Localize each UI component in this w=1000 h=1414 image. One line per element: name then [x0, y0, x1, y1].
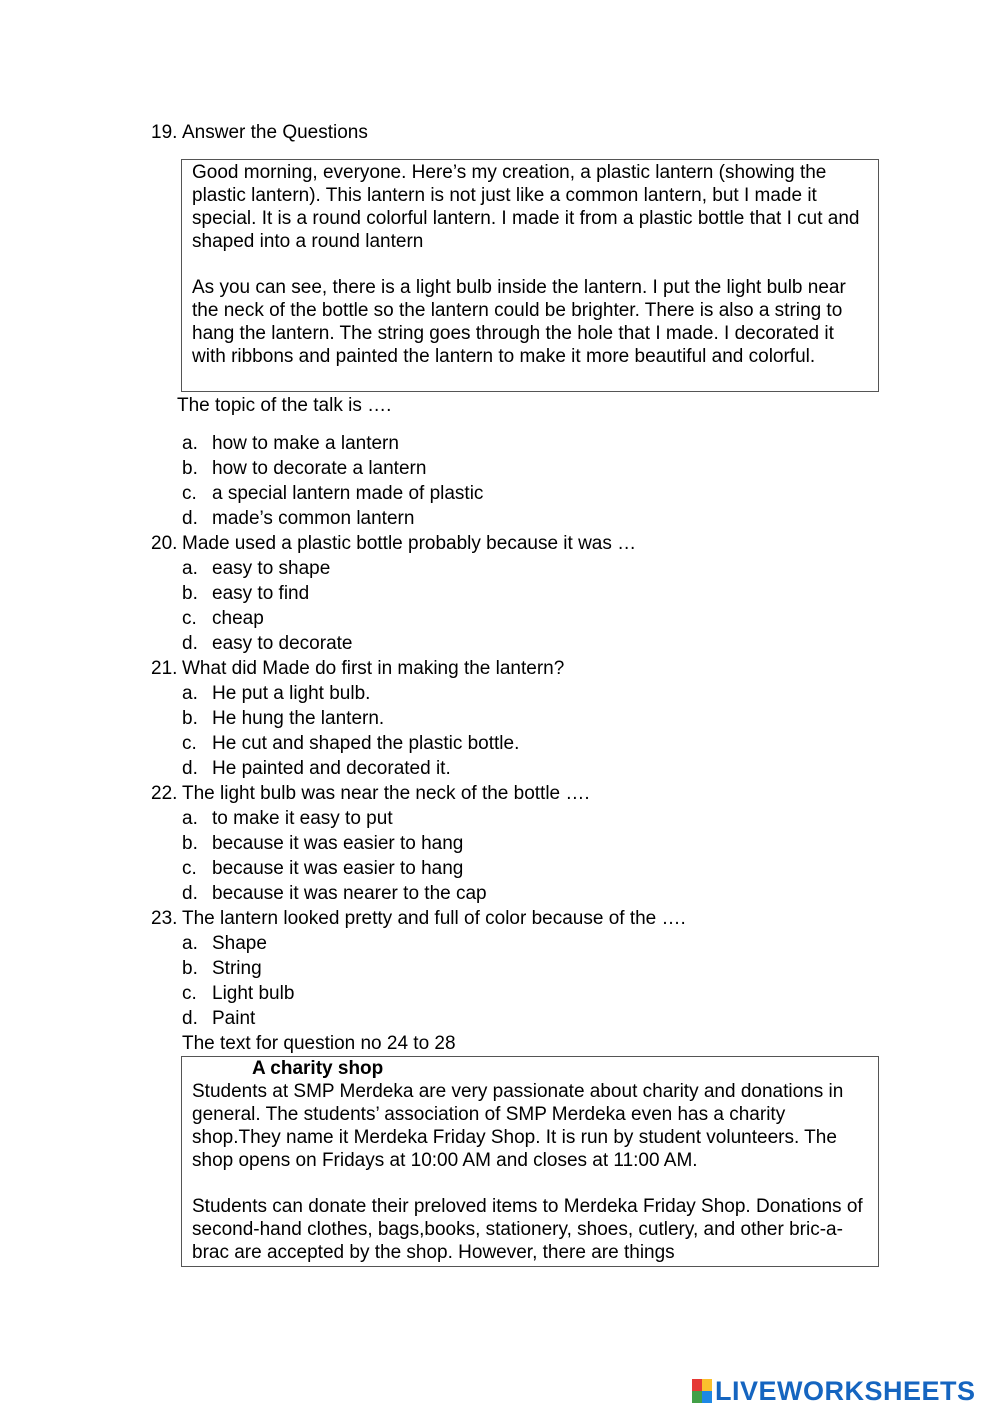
question-21-text: What did Made do first in making the lantern? — [182, 658, 565, 679]
question-23-text: The lantern looked pretty and full of color because of the …. — [182, 908, 686, 929]
question-number-22: 22. — [151, 783, 178, 804]
q23-option-a[interactable]: a. Shape — [182, 933, 267, 954]
q21-option-c[interactable]: c. He cut and shaped the plastic bottle. — [182, 733, 520, 754]
question-19-prompt: The topic of the talk is …. — [177, 395, 392, 416]
q21-option-b[interactable]: b. He hung the lantern. — [182, 708, 385, 729]
charity-shop-title: A charity shop — [252, 1058, 384, 1079]
q19-option-a[interactable]: a. how to make a lantern — [182, 433, 399, 454]
question-number-20: 20. — [151, 533, 178, 554]
logo-text: LIVEWORKSHEETS — [715, 1375, 976, 1406]
charity-shop-passage-box — [181, 1056, 879, 1267]
liveworksheets-logo-icon — [692, 1379, 712, 1403]
question-20-text: Made used a plastic bottle probably because it was … — [182, 533, 637, 554]
q21-option-d[interactable]: d. He painted and decorated it. — [182, 758, 451, 779]
question-number-19: 19. — [151, 122, 178, 143]
q23-option-d[interactable]: d. Paint — [182, 1008, 256, 1029]
q22-option-d[interactable]: d. because it was nearer to the cap — [182, 883, 487, 904]
q22-option-b[interactable]: b. because it was easier to hang — [182, 833, 464, 854]
q20-option-b[interactable]: b. easy to find — [182, 583, 310, 604]
q20-option-c[interactable]: c. cheap — [182, 608, 264, 629]
q20-option-a[interactable]: a. easy to shape — [182, 558, 331, 579]
q23-option-b[interactable]: b. String — [182, 958, 262, 979]
question-number-21: 21. — [151, 658, 178, 679]
q20-option-d[interactable]: d. easy to decorate — [182, 633, 353, 654]
question-22-text: The light bulb was near the neck of the bottle …. — [182, 783, 590, 804]
charity-paragraph-2: Students can donate their preloved items to Merdeka Friday Shop. Donations of second-hand clothes, bags,books, stationery, shoes, cutlery, and other bric-a-brac are accepted by the shop. However, there are things — [192, 1196, 863, 1263]
q19-option-c[interactable]: c. a special lantern made of plastic — [182, 483, 484, 504]
q21-option-a[interactable]: a. He put a light bulb. — [182, 683, 371, 704]
question-19-text: Answer the Questions — [182, 122, 368, 143]
question-number-23: 23. — [151, 908, 178, 929]
text-intro: The text for question no 24 to 28 — [182, 1033, 456, 1054]
lantern-passage-box — [181, 159, 879, 392]
q19-option-b[interactable]: b. how to decorate a lantern — [182, 458, 427, 479]
liveworksheets-logo — [692, 1376, 976, 1406]
q23-option-c[interactable]: c. Light bulb — [182, 983, 295, 1004]
passage-paragraph-2: As you can see, there is a light bulb inside the lantern. I put the light bulb near the neck of the bottle so the lantern could be brighter. There is also a string to hang the lantern. The string goes through the hole that I made. I decorated it with ribbons and painted the lantern to make it more beautiful and colorful. — [192, 277, 846, 367]
charity-paragraph-1: Students at SMP Merdeka are very passionate about charity and donations in general. The students’ association of SMP Merdeka even has a charity shop.They name it Merdeka Friday Shop. It is run by student volunteers. The shop opens on Fridays at 10:00 AM and closes at 11:00 AM. — [192, 1081, 844, 1171]
q22-option-c[interactable]: c. because it was easier to hang — [182, 858, 464, 879]
q22-option-a[interactable]: a. to make it easy to put — [182, 808, 393, 829]
q19-option-d[interactable]: d. made’s common lantern — [182, 508, 415, 529]
passage-paragraph-1: Good morning, everyone. Here’s my creation, a plastic lantern (showing the plastic lantern). This lantern is not just like a common lantern, but I made it special. It is a round colorful lantern. I made it from a plastic bottle that I cut and shaped into a round lantern — [192, 162, 860, 252]
